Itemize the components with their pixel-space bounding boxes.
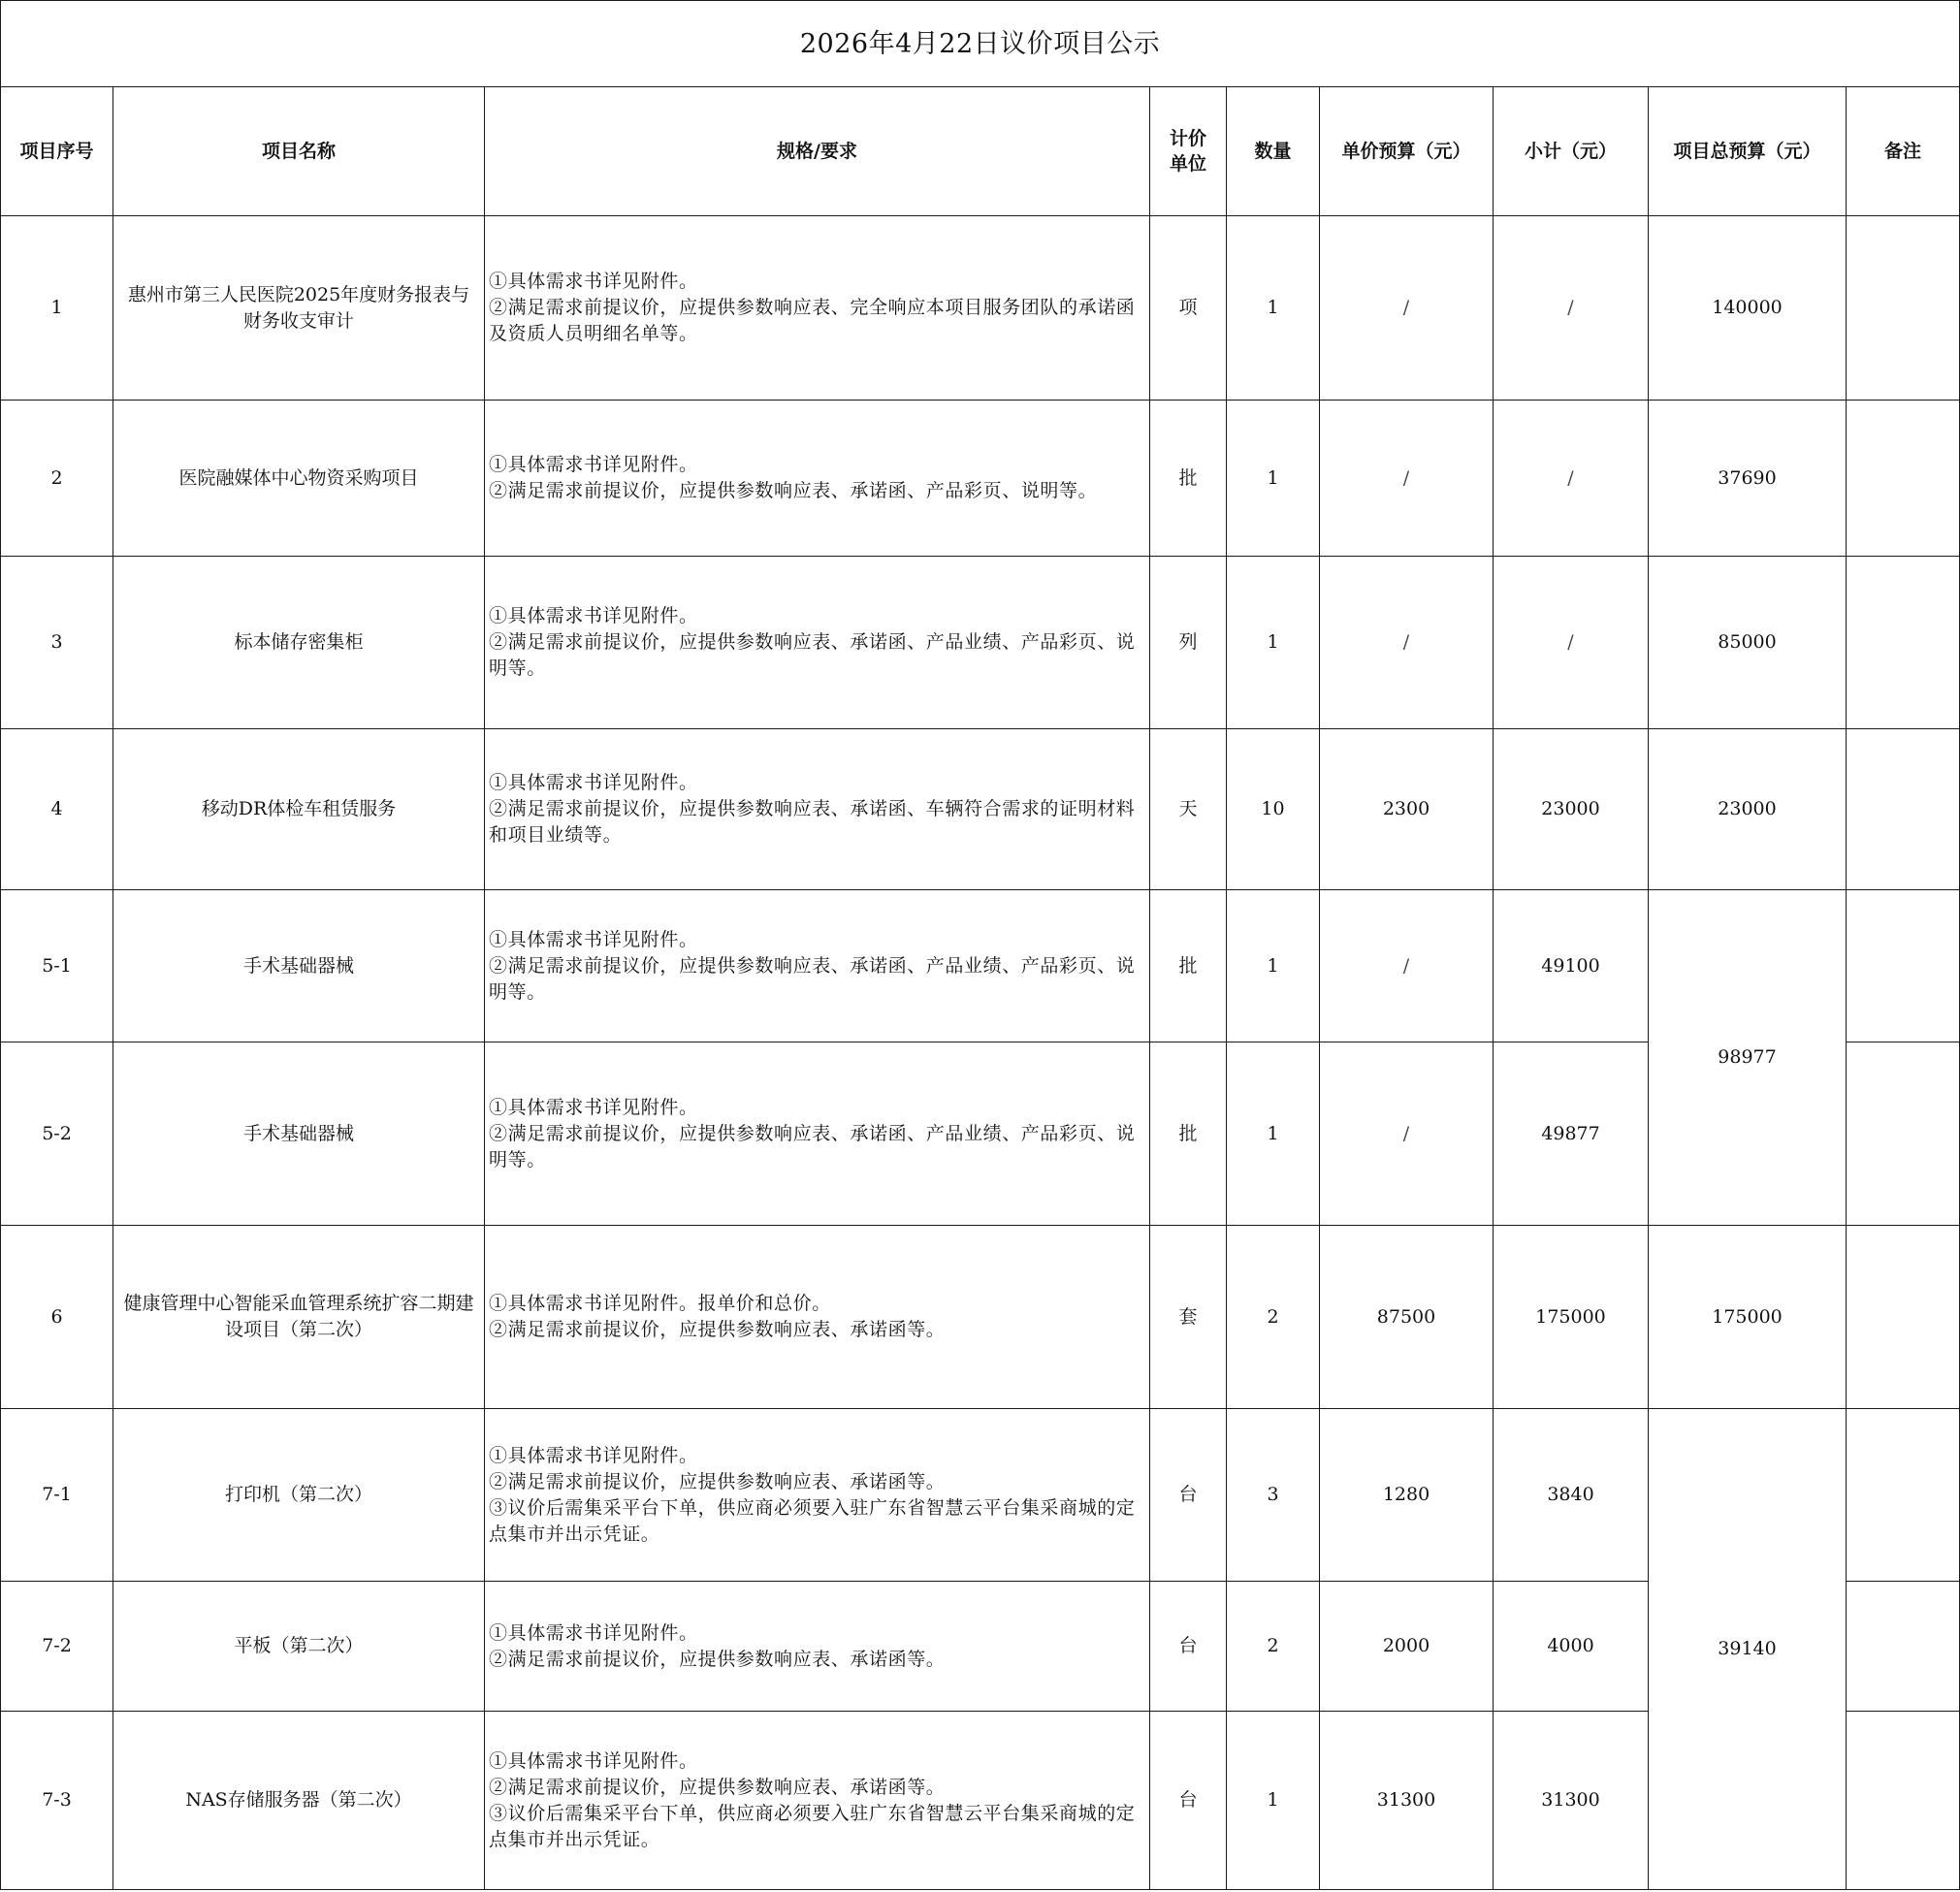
cell-spec <box>485 1226 1150 1409</box>
cell-subtotal: 23000 <box>1494 729 1649 890</box>
spec-line: ②满足需求前提议价，应提供参数响应表、承诺函、产品业绩、产品彩页、说明等。 <box>489 631 1136 679</box>
cell-seq: 3 <box>1 557 113 729</box>
spec-line: ②满足需求前提议价，应提供参数响应表、承诺函、产品业绩、产品彩页、说明等。 <box>489 954 1136 1003</box>
spec-line: ①具体需求书详见附件。 <box>489 1621 698 1644</box>
title-row <box>1 1 1960 87</box>
cell-unit: 天 <box>1150 729 1227 890</box>
table-row <box>1 890 1960 1042</box>
cell-unit: 批 <box>1150 401 1227 557</box>
cell-name: 标本储存密集柜 <box>113 557 485 729</box>
cell-subtotal: 175000 <box>1494 1226 1649 1409</box>
cell-name: 健康管理中心智能采血管理系统扩容二期建设项目（第二次） <box>113 1226 485 1409</box>
spec-line: ①具体需求书详见附件。报单价和总价。 <box>489 1293 831 1314</box>
spec-line: ①具体需求书详见附件。 <box>489 454 698 475</box>
spec-line: ①具体需求书详见附件。 <box>489 928 698 950</box>
cell-subtotal: / <box>1494 401 1649 557</box>
cell-unit: 项 <box>1150 216 1227 401</box>
spec-line: ②满足需求前提议价，应提供参数响应表、承诺函等。 <box>489 1776 946 1798</box>
cell-name: 平板（第二次） <box>113 1582 485 1712</box>
cell-spec <box>485 401 1150 557</box>
cell-qty: 1 <box>1227 1042 1320 1226</box>
header-unit: 计价单位 <box>1150 87 1227 216</box>
cell-spec <box>485 216 1150 401</box>
cell-subtotal: / <box>1494 216 1649 401</box>
cell-total: 175000 <box>1649 1226 1847 1409</box>
cell-spec <box>485 1409 1150 1582</box>
cell-spec <box>485 1712 1150 1890</box>
cell-unit-price: 31300 <box>1320 1712 1494 1890</box>
table-row <box>1 216 1960 401</box>
cell-qty: 1 <box>1227 1712 1320 1890</box>
header-spec: 规格/要求 <box>485 87 1150 216</box>
cell-total: 85000 <box>1649 557 1847 729</box>
cell-spec <box>485 729 1150 890</box>
cell-remark <box>1847 890 1960 1042</box>
cell-qty: 3 <box>1227 1409 1320 1582</box>
cell-seq: 7-2 <box>1 1582 113 1712</box>
table-row <box>1 1409 1960 1582</box>
cell-name: 打印机（第二次） <box>113 1409 485 1582</box>
cell-qty: 2 <box>1227 1226 1320 1409</box>
spec-line: ①具体需求书详见附件。 <box>489 1444 698 1466</box>
cell-total: 39140 <box>1649 1409 1847 1890</box>
cell-subtotal: 31300 <box>1494 1712 1649 1890</box>
cell-unit-price: 1280 <box>1320 1409 1494 1582</box>
cell-unit-price: / <box>1320 890 1494 1042</box>
spec-line: ②满足需求前提议价，应提供参数响应表、承诺函等。 <box>489 1319 946 1340</box>
cell-unit-price: / <box>1320 1042 1494 1226</box>
cell-remark <box>1847 1582 1960 1712</box>
cell-qty: 1 <box>1227 216 1320 401</box>
cell-subtotal: 49100 <box>1494 890 1649 1042</box>
cell-name: 手术基础器械 <box>113 890 485 1042</box>
cell-unit: 台 <box>1150 1409 1227 1582</box>
cell-unit-price: 87500 <box>1320 1226 1494 1409</box>
cell-seq: 5-2 <box>1 1042 113 1226</box>
cell-qty: 1 <box>1227 557 1320 729</box>
page-title: 2026年4月22日议价项目公示 <box>1 1 1960 87</box>
cell-unit: 批 <box>1150 890 1227 1042</box>
spec-line: ②满足需求前提议价，应提供参数响应表、承诺函等。 <box>489 1648 946 1670</box>
spec-line: ①具体需求书详见附件。 <box>489 1749 698 1772</box>
table-row <box>1 401 1960 557</box>
cell-name: 手术基础器械 <box>113 1042 485 1226</box>
cell-seq: 5-1 <box>1 890 113 1042</box>
cell-unit-price: / <box>1320 401 1494 557</box>
header-name: 项目名称 <box>113 87 485 216</box>
spec-line: ③议价后需集采平台下单，供应商必须要入驻广东省智慧云平台集采商城的定点集市并出示凭证。 <box>489 1496 1136 1545</box>
table-row <box>1 557 1960 729</box>
cell-seq: 7-1 <box>1 1409 113 1582</box>
cell-unit-price: / <box>1320 557 1494 729</box>
table-row <box>1 1226 1960 1409</box>
cell-spec <box>485 557 1150 729</box>
cell-total: 140000 <box>1649 216 1847 401</box>
cell-unit-price: 2000 <box>1320 1582 1494 1712</box>
header-remark: 备注 <box>1847 87 1960 216</box>
cell-remark <box>1847 1712 1960 1890</box>
cell-seq: 2 <box>1 401 113 557</box>
cell-spec <box>485 890 1150 1042</box>
header-seq: 项目序号 <box>1 87 113 216</box>
header-unit-price: 单价预算（元） <box>1320 87 1494 216</box>
cell-name: 医院融媒体中心物资采购项目 <box>113 401 485 557</box>
spec-line: ②满足需求前提议价，应提供参数响应表、承诺函等。 <box>489 1470 946 1492</box>
spec-line: ②满足需求前提议价，应提供参数响应表、完全响应本项目服务团队的承诺函及资质人员明细名单等。 <box>489 297 1136 344</box>
table-row <box>1 729 1960 890</box>
cell-qty: 1 <box>1227 401 1320 557</box>
cell-unit-price: 2300 <box>1320 729 1494 890</box>
cell-seq: 6 <box>1 1226 113 1409</box>
cell-subtotal: / <box>1494 557 1649 729</box>
cell-spec <box>485 1042 1150 1226</box>
cell-qty: 1 <box>1227 890 1320 1042</box>
cell-seq: 1 <box>1 216 113 401</box>
cell-remark <box>1847 1226 1960 1409</box>
spec-line: ①具体需求书详见附件。 <box>489 605 698 626</box>
spec-line: ①具体需求书详见附件。 <box>489 271 698 292</box>
cell-seq: 7-3 <box>1 1712 113 1890</box>
cell-remark <box>1847 401 1960 557</box>
spec-line: ①具体需求书详见附件。 <box>489 1096 698 1118</box>
cell-total: 98977 <box>1649 890 1847 1226</box>
cell-remark <box>1847 729 1960 890</box>
cell-total: 37690 <box>1649 401 1847 557</box>
cell-remark <box>1847 557 1960 729</box>
cell-qty: 10 <box>1227 729 1320 890</box>
cell-unit: 台 <box>1150 1712 1227 1890</box>
cell-remark <box>1847 216 1960 401</box>
cell-qty: 2 <box>1227 1582 1320 1712</box>
cell-unit: 批 <box>1150 1042 1227 1226</box>
spec-line: ③议价后需集采平台下单，供应商必须要入驻广东省智慧云平台集采商城的定点集市并出示凭证。 <box>489 1802 1136 1850</box>
cell-subtotal: 4000 <box>1494 1582 1649 1712</box>
header-row <box>1 87 1960 216</box>
cell-name: NAS存储服务器（第二次） <box>113 1712 485 1890</box>
cell-unit: 套 <box>1150 1226 1227 1409</box>
cell-total: 23000 <box>1649 729 1847 890</box>
cell-name: 惠州市第三人民医院2025年度财务报表与财务收支审计 <box>113 216 485 401</box>
spec-line: ②满足需求前提议价，应提供参数响应表、承诺函、产品彩页、说明等。 <box>489 480 1098 501</box>
spec-line: ②满足需求前提议价，应提供参数响应表、承诺函、车辆符合需求的证明材料和项目业绩等。 <box>489 798 1136 846</box>
cell-unit-price: / <box>1320 216 1494 401</box>
cell-remark <box>1847 1042 1960 1226</box>
header-qty: 数量 <box>1227 87 1320 216</box>
spec-line: ②满足需求前提议价，应提供参数响应表、承诺函、产品业绩、产品彩页、说明等。 <box>489 1122 1136 1170</box>
cell-name: 移动DR体检车租赁服务 <box>113 729 485 890</box>
cell-subtotal: 49877 <box>1494 1042 1649 1226</box>
cell-spec <box>485 1582 1150 1712</box>
cell-subtotal: 3840 <box>1494 1409 1649 1582</box>
spec-line: ①具体需求书详见附件。 <box>489 772 698 793</box>
header-subtotal: 小计（元） <box>1494 87 1649 216</box>
cell-unit: 列 <box>1150 557 1227 729</box>
cell-remark <box>1847 1409 1960 1582</box>
cell-seq: 4 <box>1 729 113 890</box>
header-total: 项目总预算（元） <box>1649 87 1847 216</box>
cell-unit: 台 <box>1150 1582 1227 1712</box>
